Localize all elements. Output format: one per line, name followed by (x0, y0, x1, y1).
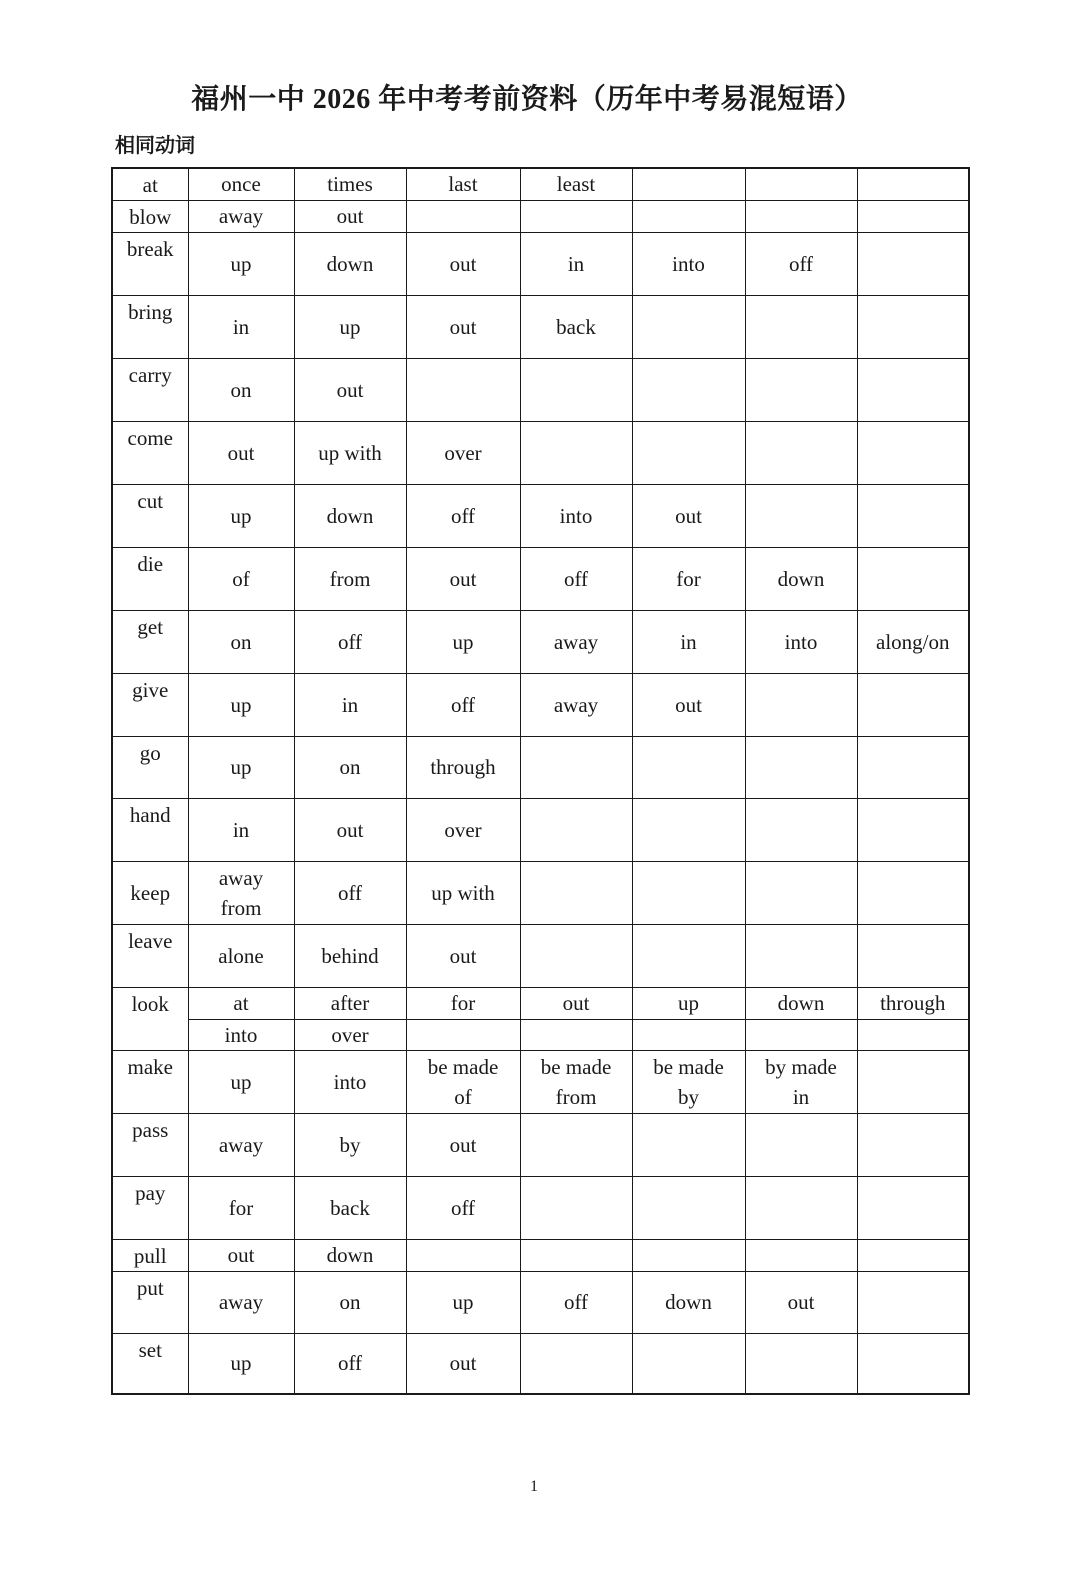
particle-cell: off (294, 610, 406, 673)
particle-cell: into (632, 232, 745, 295)
particle-cell: off (745, 232, 857, 295)
particle-cell (632, 924, 745, 987)
particle-cell: up (188, 232, 294, 295)
particle-cell: back (294, 1176, 406, 1239)
particle-cell: up (188, 673, 294, 736)
particle-cell: into (745, 610, 857, 673)
verb-cell: give (112, 673, 188, 736)
particle-cell: up (188, 1333, 294, 1394)
particle-cell (745, 421, 857, 484)
particle-cell (857, 358, 969, 421)
particle-cell: up (188, 484, 294, 547)
particle-cell: on (188, 358, 294, 421)
particle-cell: up (406, 1271, 520, 1333)
particle-cell: into (520, 484, 632, 547)
table-row (112, 1239, 969, 1271)
particle-cell: away from (188, 861, 294, 924)
particle-cell: alone (188, 924, 294, 987)
particle-cell: away (520, 673, 632, 736)
particle-cell: times (294, 168, 406, 200)
table-row (112, 547, 969, 610)
particle-cell: out (406, 295, 520, 358)
particle-cell (632, 1176, 745, 1239)
particle-cell: after (294, 987, 406, 1019)
particle-cell: of (188, 547, 294, 610)
particle-cell: in (632, 610, 745, 673)
table-row (112, 1050, 969, 1113)
particle-cell (520, 1176, 632, 1239)
table-row (112, 610, 969, 673)
table-row (112, 798, 969, 861)
particle-cell: off (406, 673, 520, 736)
particle-cell: into (294, 1050, 406, 1113)
particle-cell (857, 421, 969, 484)
particle-cell (632, 1019, 745, 1050)
particle-cell (632, 421, 745, 484)
verb-cell: at (112, 168, 188, 200)
particle-cell (745, 798, 857, 861)
table-row (112, 1176, 969, 1239)
particle-cell (632, 736, 745, 798)
verb-cell: break (112, 232, 188, 295)
particle-cell (857, 736, 969, 798)
particle-cell (745, 295, 857, 358)
verb-cell: make (112, 1050, 188, 1113)
particle-cell (520, 798, 632, 861)
particle-cell (632, 168, 745, 200)
particle-cell: up (406, 610, 520, 673)
particle-cell (520, 1333, 632, 1394)
particle-cell: out (632, 673, 745, 736)
particle-cell: out (406, 924, 520, 987)
verb-cell: come (112, 421, 188, 484)
particle-cell: on (294, 1271, 406, 1333)
particle-cell: out (520, 987, 632, 1019)
table-row (112, 200, 969, 232)
verb-cell: hand (112, 798, 188, 861)
particle-cell: on (188, 610, 294, 673)
particle-cell (745, 1239, 857, 1271)
particle-cell (745, 200, 857, 232)
particle-cell (406, 1019, 520, 1050)
table-row (112, 421, 969, 484)
particle-cell (745, 358, 857, 421)
phrase-table-container (111, 167, 970, 1395)
particle-cell: out (188, 421, 294, 484)
verb-cell: pay (112, 1176, 188, 1239)
particle-cell: over (294, 1019, 406, 1050)
particle-cell: down (632, 1271, 745, 1333)
particle-cell: once (188, 168, 294, 200)
table-row (112, 673, 969, 736)
particle-cell: out (632, 484, 745, 547)
particle-cell: down (745, 987, 857, 1019)
particle-cell: away (520, 610, 632, 673)
particle-cell (632, 295, 745, 358)
particle-cell (406, 200, 520, 232)
table-row (112, 484, 969, 547)
particle-cell: up (188, 1050, 294, 1113)
particle-cell: least (520, 168, 632, 200)
particle-cell (857, 484, 969, 547)
particle-cell: through (406, 736, 520, 798)
particle-cell (857, 200, 969, 232)
particle-cell (520, 736, 632, 798)
particle-cell (745, 924, 857, 987)
particle-cell: at (188, 987, 294, 1019)
table-row (112, 987, 969, 1019)
table-row (112, 861, 969, 924)
particle-cell (857, 924, 969, 987)
particle-cell (857, 1113, 969, 1176)
particle-cell (406, 1239, 520, 1271)
particle-cell: behind (294, 924, 406, 987)
particle-cell: out (406, 547, 520, 610)
particle-cell: out (294, 798, 406, 861)
particle-cell: off (294, 1333, 406, 1394)
particle-cell: down (294, 232, 406, 295)
particle-cell: by (294, 1113, 406, 1176)
table-row (112, 1333, 969, 1394)
particle-cell (857, 295, 969, 358)
particle-cell (857, 1333, 969, 1394)
particle-cell (632, 200, 745, 232)
particle-cell (632, 861, 745, 924)
particle-cell: off (406, 484, 520, 547)
table-row (112, 358, 969, 421)
particle-cell (520, 861, 632, 924)
particle-cell (857, 861, 969, 924)
particle-cell (857, 168, 969, 200)
phrase-table (111, 167, 970, 1395)
table-row (112, 168, 969, 200)
particle-cell (520, 200, 632, 232)
particle-cell (520, 1239, 632, 1271)
particle-cell (520, 1019, 632, 1050)
verb-cell: set (112, 1333, 188, 1394)
particle-cell (632, 1239, 745, 1271)
particle-cell (745, 1113, 857, 1176)
particle-cell: for (632, 547, 745, 610)
particle-cell: in (188, 798, 294, 861)
particle-cell (857, 1050, 969, 1113)
verb-cell: leave (112, 924, 188, 987)
particle-cell: last (406, 168, 520, 200)
particle-cell: for (406, 987, 520, 1019)
particle-cell: off (520, 1271, 632, 1333)
table-row (112, 736, 969, 798)
particle-cell (857, 1271, 969, 1333)
particle-cell (857, 547, 969, 610)
particle-cell: in (294, 673, 406, 736)
particle-cell: into (188, 1019, 294, 1050)
particle-cell (745, 673, 857, 736)
verb-cell: pull (112, 1239, 188, 1271)
particle-cell (745, 736, 857, 798)
particle-cell: through (857, 987, 969, 1019)
particle-cell: be made of (406, 1050, 520, 1113)
particle-cell (632, 358, 745, 421)
table-row (112, 295, 969, 358)
particle-cell: back (520, 295, 632, 358)
verb-cell: cut (112, 484, 188, 547)
particle-cell: up with (406, 861, 520, 924)
particle-cell: down (745, 547, 857, 610)
particle-cell: away (188, 1113, 294, 1176)
particle-cell: from (294, 547, 406, 610)
particle-cell: off (406, 1176, 520, 1239)
particle-cell: be made from (520, 1050, 632, 1113)
particle-cell (745, 1019, 857, 1050)
section-heading: 相同动词 (115, 135, 195, 157)
particle-cell (632, 1333, 745, 1394)
verb-cell: bring (112, 295, 188, 358)
particle-cell: along/on (857, 610, 969, 673)
particle-cell (745, 484, 857, 547)
particle-cell (406, 358, 520, 421)
table-row (112, 1271, 969, 1333)
particle-cell: down (294, 484, 406, 547)
particle-cell: out (406, 232, 520, 295)
particle-cell (745, 1333, 857, 1394)
particle-cell (745, 861, 857, 924)
particle-cell: be made by (632, 1050, 745, 1113)
particle-cell: away (188, 1271, 294, 1333)
particle-cell: over (406, 798, 520, 861)
particle-cell: up (632, 987, 745, 1019)
verb-cell: carry (112, 358, 188, 421)
particle-cell: over (406, 421, 520, 484)
verb-cell: look (112, 987, 188, 1050)
table-row (112, 924, 969, 987)
verb-cell: pass (112, 1113, 188, 1176)
particle-cell (857, 232, 969, 295)
particle-cell: by made in (745, 1050, 857, 1113)
verb-cell: put (112, 1271, 188, 1333)
particle-cell: on (294, 736, 406, 798)
particle-cell: away (188, 200, 294, 232)
particle-cell: off (294, 861, 406, 924)
table-row (112, 1019, 969, 1050)
particle-cell: for (188, 1176, 294, 1239)
verb-cell: get (112, 610, 188, 673)
particle-cell (520, 358, 632, 421)
particle-cell: off (520, 547, 632, 610)
particle-cell (632, 798, 745, 861)
particle-cell (857, 1239, 969, 1271)
particle-cell: down (294, 1239, 406, 1271)
verb-cell: keep (112, 861, 188, 924)
particle-cell: out (406, 1333, 520, 1394)
particle-cell (520, 924, 632, 987)
particle-cell (632, 1113, 745, 1176)
table-row (112, 232, 969, 295)
table-row (112, 1113, 969, 1176)
particle-cell: out (294, 200, 406, 232)
particle-cell: up (294, 295, 406, 358)
particle-cell (857, 798, 969, 861)
particle-cell (857, 1019, 969, 1050)
particle-cell (745, 1176, 857, 1239)
particle-cell: in (188, 295, 294, 358)
verb-cell: blow (112, 200, 188, 232)
verb-cell: go (112, 736, 188, 798)
particle-cell (520, 421, 632, 484)
page-number: 1 (530, 1478, 538, 1495)
particle-cell (857, 673, 969, 736)
particle-cell: out (745, 1271, 857, 1333)
particle-cell (857, 1176, 969, 1239)
particle-cell: out (294, 358, 406, 421)
particle-cell: up with (294, 421, 406, 484)
particle-cell: out (406, 1113, 520, 1176)
particle-cell (745, 168, 857, 200)
verb-cell: die (112, 547, 188, 610)
particle-cell (520, 1113, 632, 1176)
page-title: 福州一中 2026 年中考考前资料（历年中考易混短语） (191, 84, 863, 115)
particle-cell: in (520, 232, 632, 295)
particle-cell: up (188, 736, 294, 798)
particle-cell: out (188, 1239, 294, 1271)
